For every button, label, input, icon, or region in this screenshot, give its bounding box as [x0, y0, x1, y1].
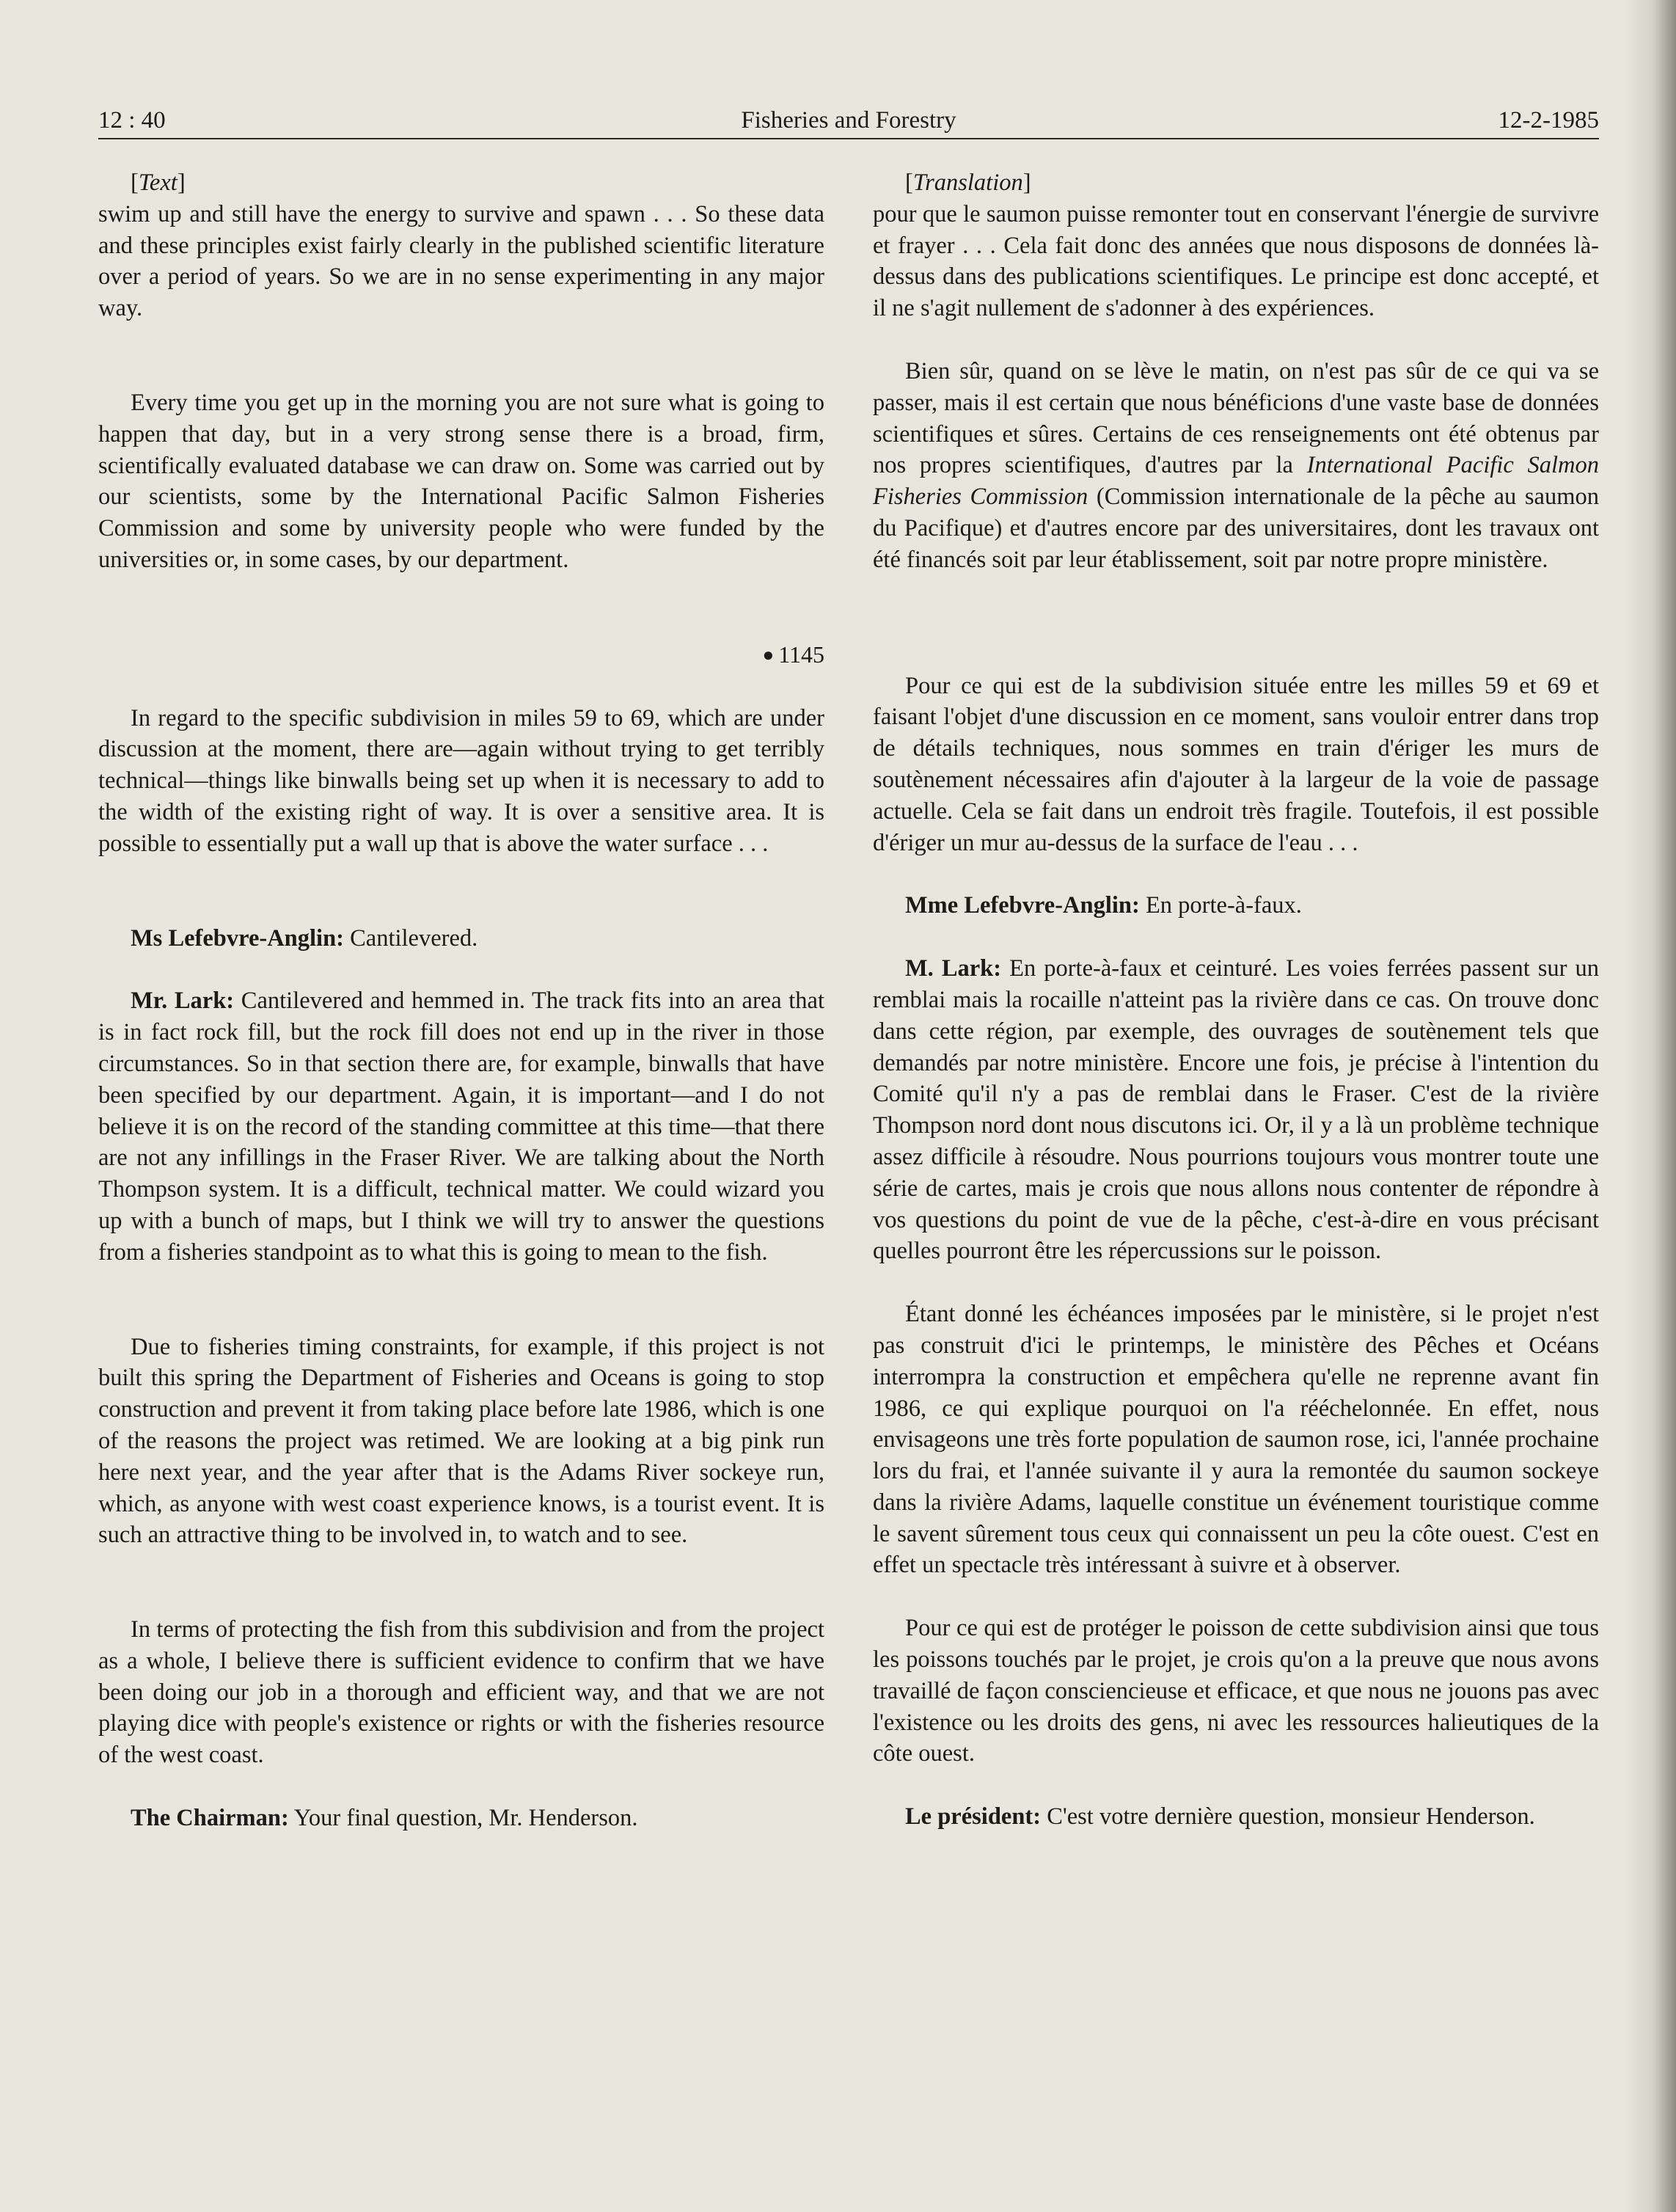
page-reference: 12 : 40: [98, 107, 166, 134]
english-column: [98, 167, 824, 1834]
paragraph: Bien sûr, quand on se lève le matin, on n'est pas sûr de ce qui va se passer, mais il est certain que nous bénéficions d'une vaste base de données scientifiques et sûres. Certains de ces renseignements ont été obtenus par nos propres scientifiques, d'autres par la International Pacific Salmon Fisheries Commission (Commission internationale de la pêche au saumon du Pacifique) et d'autres encore par des universitaires, dont les travaux ont été financés soit par leur établissement, soit par notre propre ministère.: [873, 357, 1599, 573]
translation-tag: [Translation]: [905, 169, 1031, 196]
scan-page-edge: [1625, 0, 1676, 2212]
speaker-name: Mr. Lark:: [131, 988, 235, 1015]
paragraph: Étant donné les échéances imposées par le ministère, si le projet n'est pas construit d'ici le printemps, le ministère des Pêches et Océans interrompra la construction et empêchera qu'elle ne reprenne avant fin 1986, ce qui explique pourquoi on l'a rééchelonnée. En effet, nous envisageons une très forte population de saumon rose, ici, l'année prochaine lors du frai, et l'année suivante il y aura la remontée du saumon sockeye dans la rivière Adams, laquelle constitue un événement touristique comme le savent sûrement tous ceux qui connaissent un peu la côte ouest. C'est en effet un spectacle très intéressant à suivre et à observer.: [873, 1301, 1599, 1579]
time-marker: [98, 639, 824, 671]
paragraph: pour que le saumon puisse remonter tout en conservant l'énergie de survivre et frayer . . . Cela fait donc des années que nous disposons de données là-dessus dans des publications scientifiques. Le principe est donc accepté, et il ne s'agit nullement de s'adonner à des expériences.: [873, 200, 1599, 322]
paragraph: Pour ce qui est de protéger le poisson de cette subdivision ainsi que tous les poissons touchés par le projet, je crois qu'on a la preuve que nous avons travaillé de façon consciencieuse et efficace, et que nous ne jouons pas avec l'existence ou les droits des gens, ni avec les ressources halieutiques de la côte ouest.: [873, 1615, 1599, 1767]
committee-title: Fisheries and Forestry: [741, 107, 956, 134]
text-tag: [Text]: [131, 169, 186, 196]
header-rule: [98, 138, 1599, 139]
paragraph: swim up and still have the energy to survive and spawn . . . So these data and these principles exist fairly clearly in the published scientific literature over a period of years. So we are in no sense experimenting in any major way.: [98, 200, 824, 322]
speaker-text: Your final question, Mr. Henderson.: [293, 1805, 638, 1832]
paragraph: In terms of protecting the fish from this subdivision and from the project as a whole, I believe there is sufficient evidence to confirm that we have been doing our job in a thorough and efficient way, and that we are not playing dice with people's existence or rights or with the fisheries resource of the west coast.: [98, 1616, 824, 1769]
translation-tag-label: Translation: [912, 169, 1023, 196]
speaker-entry: [98, 923, 824, 954]
page-header: [98, 101, 1599, 139]
speaker-text: En porte-à-faux et ceinturé. Les voies ferrées passent sur un remblai mais la rocaille n'atteint pas la rivière dans ce cas. On trouve donc dans cette région, par exemple, des ouvrages de soutènement tels que demandés par notre ministère. Encore une fois, je précise à l'intention du Comité qu'il n'y a pas de remblai dans le Fraser. C'est de la rivière Thompson nord dont nous discutons ici. Or, il y a là un problème technique assez difficile à résoudre. Nous pourrions toujours vous montrer toute une série de cartes, mais je crois que nous allons nous contenter de répondre à vos questions du point de vue de la pêche, c'est-à-dire en vous précisant quelles pourront être les répercussions sur le poisson.: [873, 955, 1600, 1265]
speaker-text: C'est votre dernière question, monsieur Henderson.: [1047, 1803, 1535, 1830]
paragraph: Due to fisheries timing constraints, for example, if this project is not built this spring the Department of Fisheries and Oceans is going to stop construction and prevent it from taking place before late 1986, which is one of the reasons the project was retimed. We are looking at a big pink run here next year, and the year after that is the Adams River sockeye run, which, as anyone with west coast experience knows, is a tourist event. It is such an attractive thing to be involved in, to watch and to see.: [98, 1333, 824, 1549]
speaker-name: The Chairman:: [131, 1805, 289, 1832]
speaker-text: Cantilevered and hemmed in. The track fits into an area that is in fact rock fill, but the rock fill does not end up in the river in those circumstances. So in that section there are, for example, binwalls that have been specified by our department. Again, it is important—and I do not believe it is on the record of the standing committee at this time—that there are not any infillings in the Fraser River. We are talking about the North Thompson system. It is a difficult, technical matter. We could wizard you up with a bunch of maps, but I think we will try to answer the questions from a fisheries standpoint as to what this is going to mean to the fish.: [98, 988, 824, 1266]
speaker-entry: [873, 890, 1599, 921]
speaker-entry: [98, 1803, 824, 1834]
speaker-entry: [98, 985, 824, 1268]
french-column: [873, 167, 1599, 1833]
speaker-name: Ms Lefebvre-Anglin:: [131, 924, 344, 952]
paragraph: In regard to the specific subdivision in miles 59 to 69, which are under discussion at the moment, there are—again without trying to get terribly technical—things like binwalls being set up when it is necessary to add to the width of the existing right of way. It is over a sensitive area. It is possible to essentially put a wall up that is above the water surface . . .: [98, 704, 824, 857]
paragraph: Pour ce qui est de la subdivision située entre les milles 59 et 69 et faisant l'objet d'une discussion en ce moment, sans vouloir entrer dans trop de détails techniques, nous sommes en train d'ériger les murs de soutènement nécessaires afin d'ajouter à la largeur de la voie de passage actuelle. Cela se fait dans un endroit très fragile. Toutefois, il est possible d'ériger un mur au-dessus de la surface de l'eau . . .: [873, 672, 1599, 856]
speaker-name: Mme Lefebvre-Anglin:: [905, 892, 1140, 919]
commission-name: International Pacific Salmon Fisheries Commission: [873, 452, 1599, 511]
bullet-icon: ●: [762, 643, 775, 665]
paragraph: Every time you get up in the morning you are not sure what is going to happen that day, but in a very strong sense there is a broad, firm, scientifically evaluated database we can draw on. Some was carried out by our scientists, some by the International Pacific Salmon Fisheries Commission and some by university people who were funded by the universities or, in some cases, by our department.: [98, 389, 824, 573]
speaker-entry: [873, 953, 1599, 1267]
time-marker-value: 1145: [778, 640, 824, 668]
sitting-date: 12-2-1985: [1498, 107, 1599, 134]
speaker-text: Cantilevered.: [350, 924, 478, 952]
text-tag-label: Text: [138, 169, 178, 196]
speaker-name: Le président:: [905, 1803, 1042, 1830]
speaker-name: M. Lark:: [905, 955, 1002, 982]
speaker-entry: [873, 1801, 1599, 1833]
speaker-text: En porte-à-faux.: [1145, 892, 1302, 919]
